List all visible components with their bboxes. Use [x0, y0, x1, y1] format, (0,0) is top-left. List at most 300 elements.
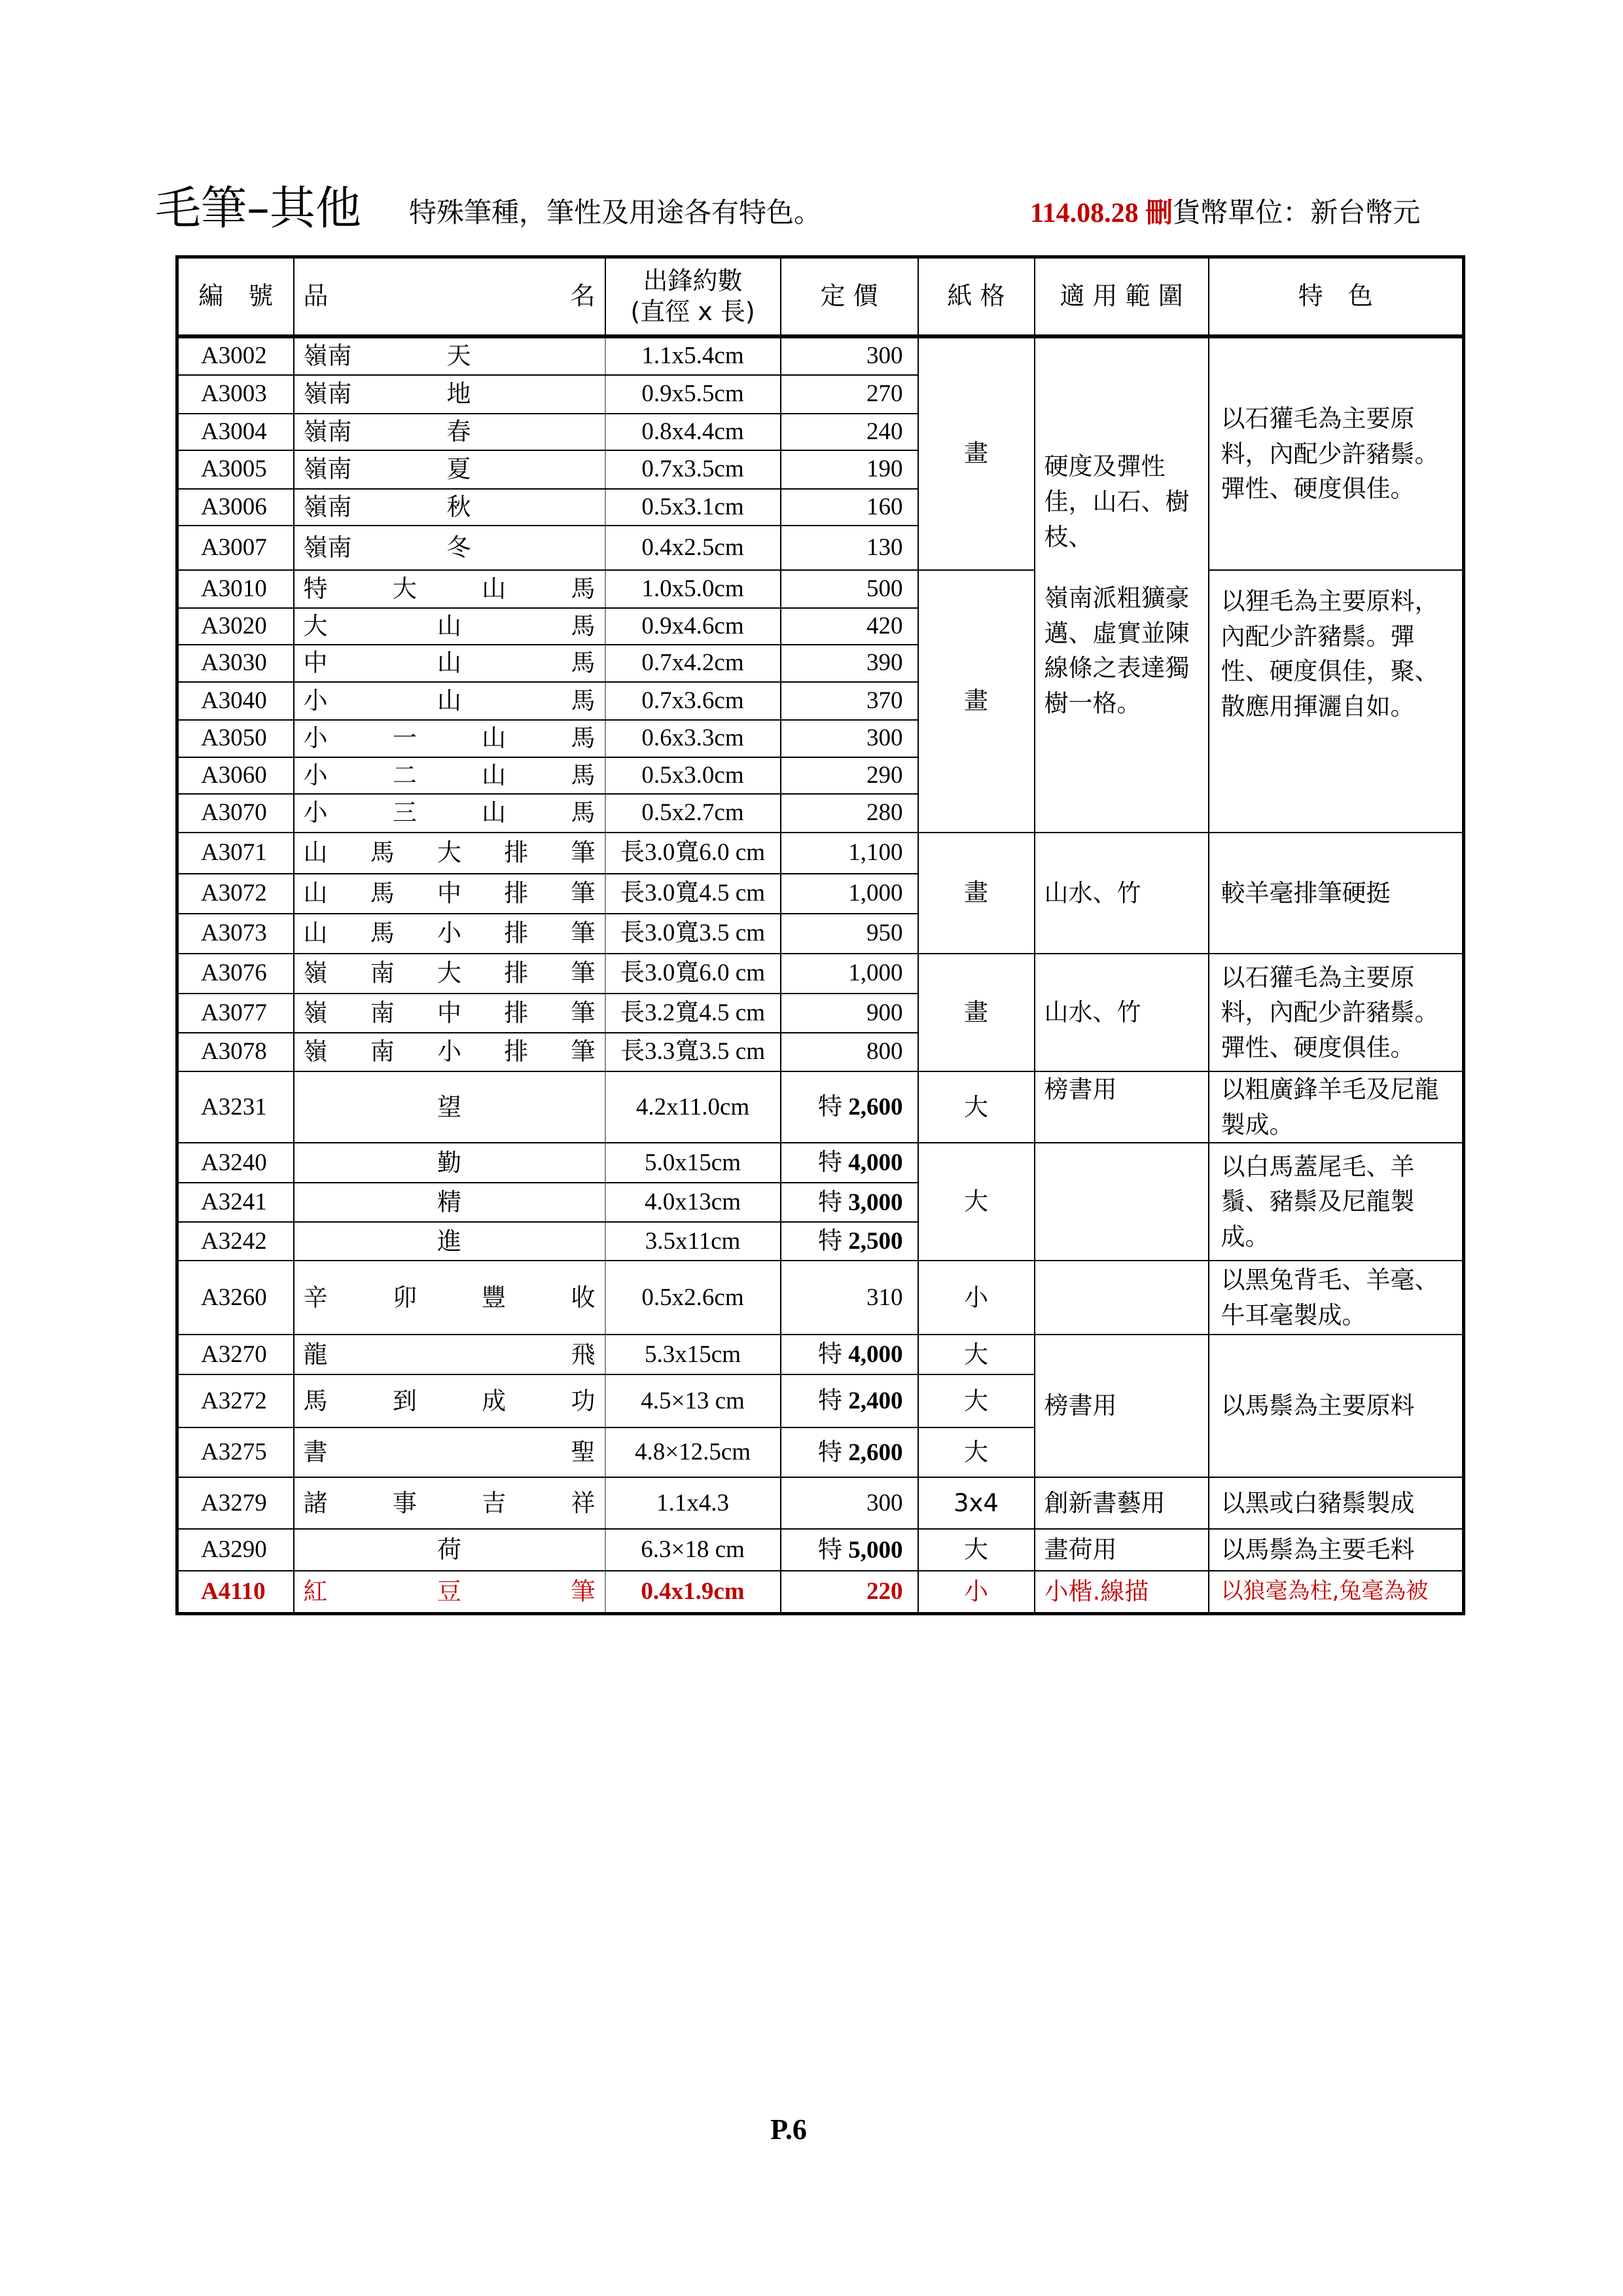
header-size: [605, 257, 781, 337]
item-price: [781, 1427, 918, 1477]
item-code: A3279: [177, 1477, 294, 1529]
item-size: 長3.0寬4.5 cm: [605, 874, 781, 914]
item-name-char: 龍: [303, 1340, 328, 1369]
usage-scope: [1035, 1261, 1209, 1335]
item-name-char: 到: [392, 1386, 417, 1415]
table-header-row: [177, 257, 1464, 337]
price-value: 240: [866, 418, 903, 445]
item-name-char: 山: [303, 919, 328, 948]
item-name-char: 馬: [303, 1386, 328, 1415]
item-name: [294, 1427, 605, 1477]
paper-size: 大: [918, 1335, 1035, 1374]
item-code: A3076: [177, 954, 294, 994]
table-row: [177, 1335, 1464, 1374]
item-price: [781, 526, 918, 570]
item-name-parts: [304, 878, 596, 908]
item-code: A3040: [177, 682, 294, 720]
item-code: A3050: [177, 720, 294, 757]
feature-text: 以粗廣鋒羊毛及尼龍製成。: [1209, 1071, 1464, 1143]
item-name: [294, 1477, 605, 1529]
price-prefix: 特: [818, 1535, 842, 1564]
table-row: [177, 1261, 1464, 1335]
paper-size: 大: [918, 1529, 1035, 1571]
paper-size: 大: [918, 1071, 1035, 1143]
item-name-parts: [304, 1340, 596, 1370]
item-name-parts: [304, 1037, 596, 1067]
feature-text: 以黑兔背毛、羊毫、牛耳毫製成。: [1209, 1261, 1464, 1335]
item-code: A3240: [177, 1143, 294, 1183]
item-price: [781, 1374, 918, 1427]
item-name-parts: [304, 723, 596, 753]
header-features: 特 色: [1209, 257, 1464, 337]
price-value: 2,400: [848, 1388, 903, 1415]
paper-size: 小: [918, 1571, 1035, 1613]
item-name-parts: [304, 341, 596, 371]
item-name-char: 嶺南: [303, 417, 352, 446]
item-code: A3272: [177, 1374, 294, 1427]
item-price: [781, 1143, 918, 1183]
item-name: [294, 1374, 605, 1427]
item-name: [294, 1183, 605, 1222]
price-value: 3,000: [848, 1189, 903, 1216]
item-name-parts: [304, 798, 596, 828]
feature-text: 以馬鬃為主要毛料: [1209, 1529, 1464, 1571]
feature-text: 較羊毫排筆硬挺: [1209, 833, 1464, 954]
usage-text: 嶺南派粗獷豪邁、虛實並陳線條之表達獨樹一格。: [1044, 584, 1190, 718]
item-name-char: 筆: [571, 879, 596, 908]
item-name: [294, 720, 605, 757]
item-name-char: 山: [303, 838, 328, 867]
item-name: [294, 489, 605, 526]
item-name-char: 排: [504, 998, 529, 1027]
item-name: [294, 833, 605, 874]
item-name-char: 進: [437, 1227, 461, 1255]
item-name: [294, 608, 605, 645]
page-subtitle: 特殊筆種，筆性及用途各有特色。: [409, 196, 822, 228]
item-name-char: 排: [504, 959, 529, 988]
item-name: [294, 1529, 605, 1571]
item-name-char: 夏: [446, 455, 471, 484]
item-size: 5.0x15cm: [605, 1143, 781, 1183]
item-code: A3073: [177, 914, 294, 954]
item-code: A3003: [177, 375, 294, 414]
item-name: [294, 954, 605, 994]
item-code: A3002: [177, 336, 294, 375]
item-size: 0.7x4.2cm: [605, 645, 781, 682]
item-name: [294, 874, 605, 914]
item-size: 0.7x3.6cm: [605, 682, 781, 720]
item-name-char: 豐: [482, 1283, 507, 1312]
item-size: 0.5x3.0cm: [605, 757, 781, 794]
header-size-line1: 出鋒約數: [643, 266, 743, 295]
item-code: A3030: [177, 645, 294, 682]
price-value: 160: [866, 493, 903, 520]
item-name-char: 小: [303, 798, 328, 827]
usage-scope: [1035, 1143, 1209, 1261]
item-name: [294, 645, 605, 682]
item-price: [781, 1477, 918, 1529]
price-value: 1,000: [848, 880, 903, 907]
usage-text: 山水、竹: [1044, 998, 1141, 1027]
item-name-char: 豆: [437, 1577, 461, 1605]
item-code: A3270: [177, 1335, 294, 1374]
feature-text: 以石獾毛為主要原料，內配少許豬鬃。彈性、硬度俱佳。: [1209, 336, 1464, 570]
item-size: 0.7x3.5cm: [605, 450, 781, 489]
item-name-char: 小: [303, 761, 328, 789]
usage-text: 畫荷用: [1044, 1535, 1117, 1564]
item-name-parts: [304, 918, 596, 948]
usage-text: 山水、竹: [1044, 878, 1141, 907]
item-name-parts: [304, 1488, 596, 1518]
item-name-char: 書: [303, 1438, 328, 1467]
item-name-char: 筆: [571, 1037, 596, 1066]
item-size: 0.6x3.3cm: [605, 720, 781, 757]
item-name-char: 筆: [571, 998, 596, 1027]
usage-text: 創新書藝用: [1044, 1488, 1166, 1517]
usage-text: 硬度及彈性佳，山石、樹枝、: [1044, 452, 1190, 551]
item-name-char: 南: [370, 1037, 395, 1066]
item-price: [781, 682, 918, 720]
item-name-parts: [304, 1577, 596, 1607]
item-name-char: 二: [392, 761, 417, 789]
item-price: [781, 794, 918, 833]
price-value: 2,600: [848, 1439, 903, 1466]
item-price: [781, 336, 918, 375]
header-size-line2: (直徑 x 長): [630, 297, 755, 326]
price-value: 270: [866, 380, 903, 408]
item-price: [781, 1571, 918, 1613]
item-name-char: 排: [504, 838, 529, 867]
price-value: 500: [866, 575, 903, 602]
paper-size: 小: [918, 1261, 1035, 1335]
item-name-char: 大: [437, 838, 461, 867]
item-name-char: 中: [437, 879, 461, 908]
usage-scope: [1035, 1335, 1209, 1477]
item-name-char: 山: [482, 798, 507, 827]
price-value: 4,000: [848, 1149, 903, 1177]
paper-size: 畫: [918, 833, 1035, 954]
item-code: A3260: [177, 1261, 294, 1335]
item-price: [781, 645, 918, 682]
item-code: A3006: [177, 489, 294, 526]
item-name-parts: [304, 1148, 596, 1178]
paper-size: 大: [918, 1143, 1035, 1261]
item-name-char: 嶺: [303, 998, 328, 1027]
item-name-char: 地: [446, 380, 471, 408]
item-name: [294, 1261, 605, 1335]
item-name-char: 山: [437, 611, 461, 640]
item-name-char: 冬: [446, 533, 471, 562]
item-size: 6.3×18 cm: [605, 1529, 781, 1571]
header-name-left: 品: [303, 281, 329, 311]
feature-text: 以黑或白豬鬃製成: [1209, 1477, 1464, 1529]
table-row: [177, 833, 1464, 874]
item-size: 長3.3寬3.5 cm: [605, 1033, 781, 1071]
item-price: [781, 757, 918, 794]
item-code: A3020: [177, 608, 294, 645]
item-size: 長3.0寬3.5 cm: [605, 914, 781, 954]
item-price: [781, 1529, 918, 1571]
table-row: [177, 570, 1464, 608]
table-row: [177, 1477, 1464, 1529]
item-name-char: 秋: [446, 492, 471, 521]
table-row: [177, 1529, 1464, 1571]
item-size: 1.0x5.0cm: [605, 570, 781, 608]
paper-size: 畫: [918, 954, 1035, 1071]
item-code: A3060: [177, 757, 294, 794]
item-name-char: 嶺南: [303, 533, 352, 562]
item-name-char: 馬: [571, 798, 596, 827]
item-name-char: 馬: [571, 574, 596, 603]
item-size: 5.3x15cm: [605, 1335, 781, 1374]
item-name-parts: [304, 761, 596, 791]
item-code: A3071: [177, 833, 294, 874]
item-name-parts: [304, 1283, 596, 1313]
item-name-char: 中: [437, 998, 461, 1027]
price-value: 4,000: [848, 1341, 903, 1369]
item-name-parts: [304, 454, 596, 484]
price-value: 800: [866, 1038, 903, 1066]
header-meta: [1030, 191, 1420, 230]
table-row: [177, 1071, 1464, 1143]
usage-text: 榜書用: [1044, 1391, 1117, 1420]
item-name-parts: [304, 417, 596, 447]
usage-scope: [1035, 1071, 1209, 1143]
item-name-char: 馬: [571, 649, 596, 677]
usage-text: 小楷.線描: [1044, 1577, 1149, 1606]
item-price: [781, 833, 918, 874]
item-name-char: 吉: [482, 1488, 507, 1517]
table-body: [177, 336, 1464, 1613]
item-size: 0.4x1.9cm: [605, 1571, 781, 1613]
item-price: [781, 608, 918, 645]
price-value: 300: [866, 725, 903, 752]
item-code: A3275: [177, 1427, 294, 1477]
price-value: 220: [866, 1577, 903, 1605]
price-prefix: 特: [818, 1092, 842, 1121]
item-size: 長3.2寬4.5 cm: [605, 994, 781, 1033]
table-row: [177, 336, 1464, 375]
item-name-char: 山: [303, 879, 328, 908]
price-value: 900: [866, 999, 903, 1026]
item-size: 4.5×13 cm: [605, 1374, 781, 1427]
item-size: 1.1x5.4cm: [605, 336, 781, 375]
item-name-parts: [304, 958, 596, 988]
usage-scope: [1035, 336, 1209, 833]
item-name: [294, 336, 605, 375]
item-name-char: 馬: [571, 724, 596, 753]
price-table: [175, 255, 1465, 1615]
item-code: A3231: [177, 1071, 294, 1143]
usage-scope: [1035, 1571, 1209, 1613]
item-name-char: 辛: [303, 1283, 328, 1312]
item-code: A3004: [177, 414, 294, 450]
item-price: [781, 450, 918, 489]
item-name-char: 小: [437, 919, 461, 948]
item-price: [781, 570, 918, 608]
item-name-char: 排: [504, 919, 529, 948]
item-name-parts: [304, 1092, 596, 1122]
price-value: 2,500: [848, 1228, 903, 1255]
item-size: 3.5x11cm: [605, 1222, 781, 1261]
item-price: [781, 914, 918, 954]
price-prefix: 特: [818, 1386, 842, 1415]
item-name: [294, 1071, 605, 1143]
item-price: [781, 1183, 918, 1222]
header-name: [294, 257, 605, 337]
item-name-parts: [304, 648, 596, 678]
item-code: A3007: [177, 526, 294, 570]
item-code: A3241: [177, 1183, 294, 1222]
paper-size: 畫: [918, 570, 1035, 833]
item-name-char: 馬: [571, 611, 596, 640]
item-size: 長3.0寬6.0 cm: [605, 833, 781, 874]
item-name-char: 嶺南: [303, 380, 352, 408]
item-name-char: 中: [303, 649, 328, 677]
item-name-char: 紅: [303, 1577, 328, 1605]
item-code: A3290: [177, 1529, 294, 1571]
item-name-char: 山: [482, 724, 507, 753]
item-size: 0.5x3.1cm: [605, 489, 781, 526]
header-paper: 紙 格: [918, 257, 1035, 337]
item-code: A3078: [177, 1033, 294, 1071]
table-row: [177, 954, 1464, 994]
price-prefix: 特: [818, 1187, 842, 1216]
usage-scope: [1035, 833, 1209, 954]
item-name-char: 勤: [437, 1148, 461, 1177]
price-value: 300: [866, 1489, 903, 1516]
usage-scope: [1035, 1477, 1209, 1529]
item-code: A3242: [177, 1222, 294, 1261]
item-name: [294, 682, 605, 720]
item-size: 4.8×12.5cm: [605, 1427, 781, 1477]
item-name-char: 天: [446, 342, 471, 370]
item-name-char: 嶺南: [303, 492, 352, 521]
item-price: [781, 1222, 918, 1261]
item-name-parts: [304, 1437, 596, 1467]
item-name-parts: [304, 686, 596, 716]
price-value: 5,000: [848, 1536, 903, 1564]
feature-text: 以石獾毛為主要原料，內配少許豬鬃。彈性、硬度俱佳。: [1209, 954, 1464, 1071]
item-name-char: 小: [437, 1037, 461, 1066]
header-usage: 適 用 範 圍: [1035, 257, 1209, 337]
item-name: [294, 1143, 605, 1183]
item-name-char: 馬: [370, 879, 395, 908]
item-name-char: 嶺南: [303, 342, 352, 370]
price-value: 1,100: [848, 839, 903, 867]
item-size: 0.4x2.5cm: [605, 526, 781, 570]
item-name-parts: [304, 1187, 596, 1217]
paper-size: 畫: [918, 336, 1035, 570]
item-name-parts: [304, 1386, 596, 1416]
item-name-char: 春: [446, 417, 471, 446]
item-name-parts: [304, 1535, 596, 1565]
item-name-char: 嶺: [303, 1037, 328, 1066]
item-name-char: 筆: [571, 959, 596, 988]
item-name-parts: [304, 1227, 596, 1257]
item-name-char: 功: [571, 1386, 596, 1415]
item-price: [781, 994, 918, 1033]
item-name-char: 山: [437, 686, 461, 715]
item-name-parts: [304, 379, 596, 409]
item-name-char: 筆: [571, 1577, 596, 1605]
price-value: 1,000: [848, 960, 903, 987]
price-prefix: 特: [818, 1148, 842, 1177]
item-name-parts: [304, 998, 596, 1028]
feature-text: 以馬鬃為主要原料: [1209, 1335, 1464, 1477]
feature-text: 以白馬蓋尾毛、羊鬚、豬鬃及尼龍製成。: [1209, 1143, 1464, 1261]
item-price: [781, 375, 918, 414]
item-name-char: 嶺: [303, 959, 328, 988]
item-name-char: 大: [303, 611, 328, 640]
price-value: 2,600: [848, 1094, 903, 1121]
revision-date: 114.08.28 刪: [1030, 198, 1173, 228]
feature-text: 以狼毫為柱,兔毫為被: [1209, 1571, 1464, 1613]
item-size: 長3.0寬6.0 cm: [605, 954, 781, 994]
item-name: [294, 526, 605, 570]
item-name-char: 馬: [370, 838, 395, 867]
item-name-parts: [304, 611, 596, 641]
price-value: 420: [866, 612, 903, 639]
item-name-char: 望: [437, 1092, 461, 1121]
item-name-char: 飛: [571, 1340, 596, 1369]
item-name: [294, 375, 605, 414]
item-price: [781, 489, 918, 526]
item-name: [294, 757, 605, 794]
item-price: [781, 1261, 918, 1335]
usage-scope: [1035, 1529, 1209, 1571]
item-code: A3072: [177, 874, 294, 914]
item-price: [781, 954, 918, 994]
table-row: [177, 1571, 1464, 1613]
item-name-char: 卯: [392, 1283, 417, 1312]
item-price: [781, 1033, 918, 1071]
item-price: [781, 720, 918, 757]
item-name-parts: [304, 533, 596, 563]
price-prefix: 特: [818, 1437, 842, 1466]
item-name-char: 馬: [370, 919, 395, 948]
paper-size: 大: [918, 1374, 1035, 1427]
item-name-char: 山: [482, 761, 507, 789]
item-name: [294, 1571, 605, 1613]
page-title: 毛筆–其他: [155, 181, 361, 235]
item-size: 0.9x5.5cm: [605, 375, 781, 414]
item-price: [781, 874, 918, 914]
item-size: 0.5x2.7cm: [605, 794, 781, 833]
item-name-char: 嶺南: [303, 455, 352, 484]
item-name: [294, 570, 605, 608]
header-code: 編 號: [177, 257, 294, 337]
item-name-char: 祥: [571, 1488, 596, 1517]
item-size: 0.5x2.6cm: [605, 1261, 781, 1335]
item-name-char: 收: [571, 1283, 596, 1312]
paper-size: 大: [918, 1427, 1035, 1477]
item-size: 4.2x11.0cm: [605, 1071, 781, 1143]
feature-text: 以狸毛為主要原料，內配少許豬鬃。彈性、硬度俱佳，聚、散應用揮灑自如。: [1209, 570, 1464, 833]
item-name: [294, 1335, 605, 1374]
item-size: 1.1x4.3: [605, 1477, 781, 1529]
item-price: [781, 414, 918, 450]
paper-size: 3x4: [918, 1477, 1035, 1529]
item-name-char: 南: [370, 959, 395, 988]
item-name-parts: [304, 574, 596, 604]
item-name-char: 小: [303, 724, 328, 753]
price-prefix: 特: [818, 1227, 842, 1255]
price-value: 300: [866, 342, 903, 370]
item-name-parts: [304, 838, 596, 868]
item-code: A3005: [177, 450, 294, 489]
price-value: 130: [866, 533, 903, 561]
